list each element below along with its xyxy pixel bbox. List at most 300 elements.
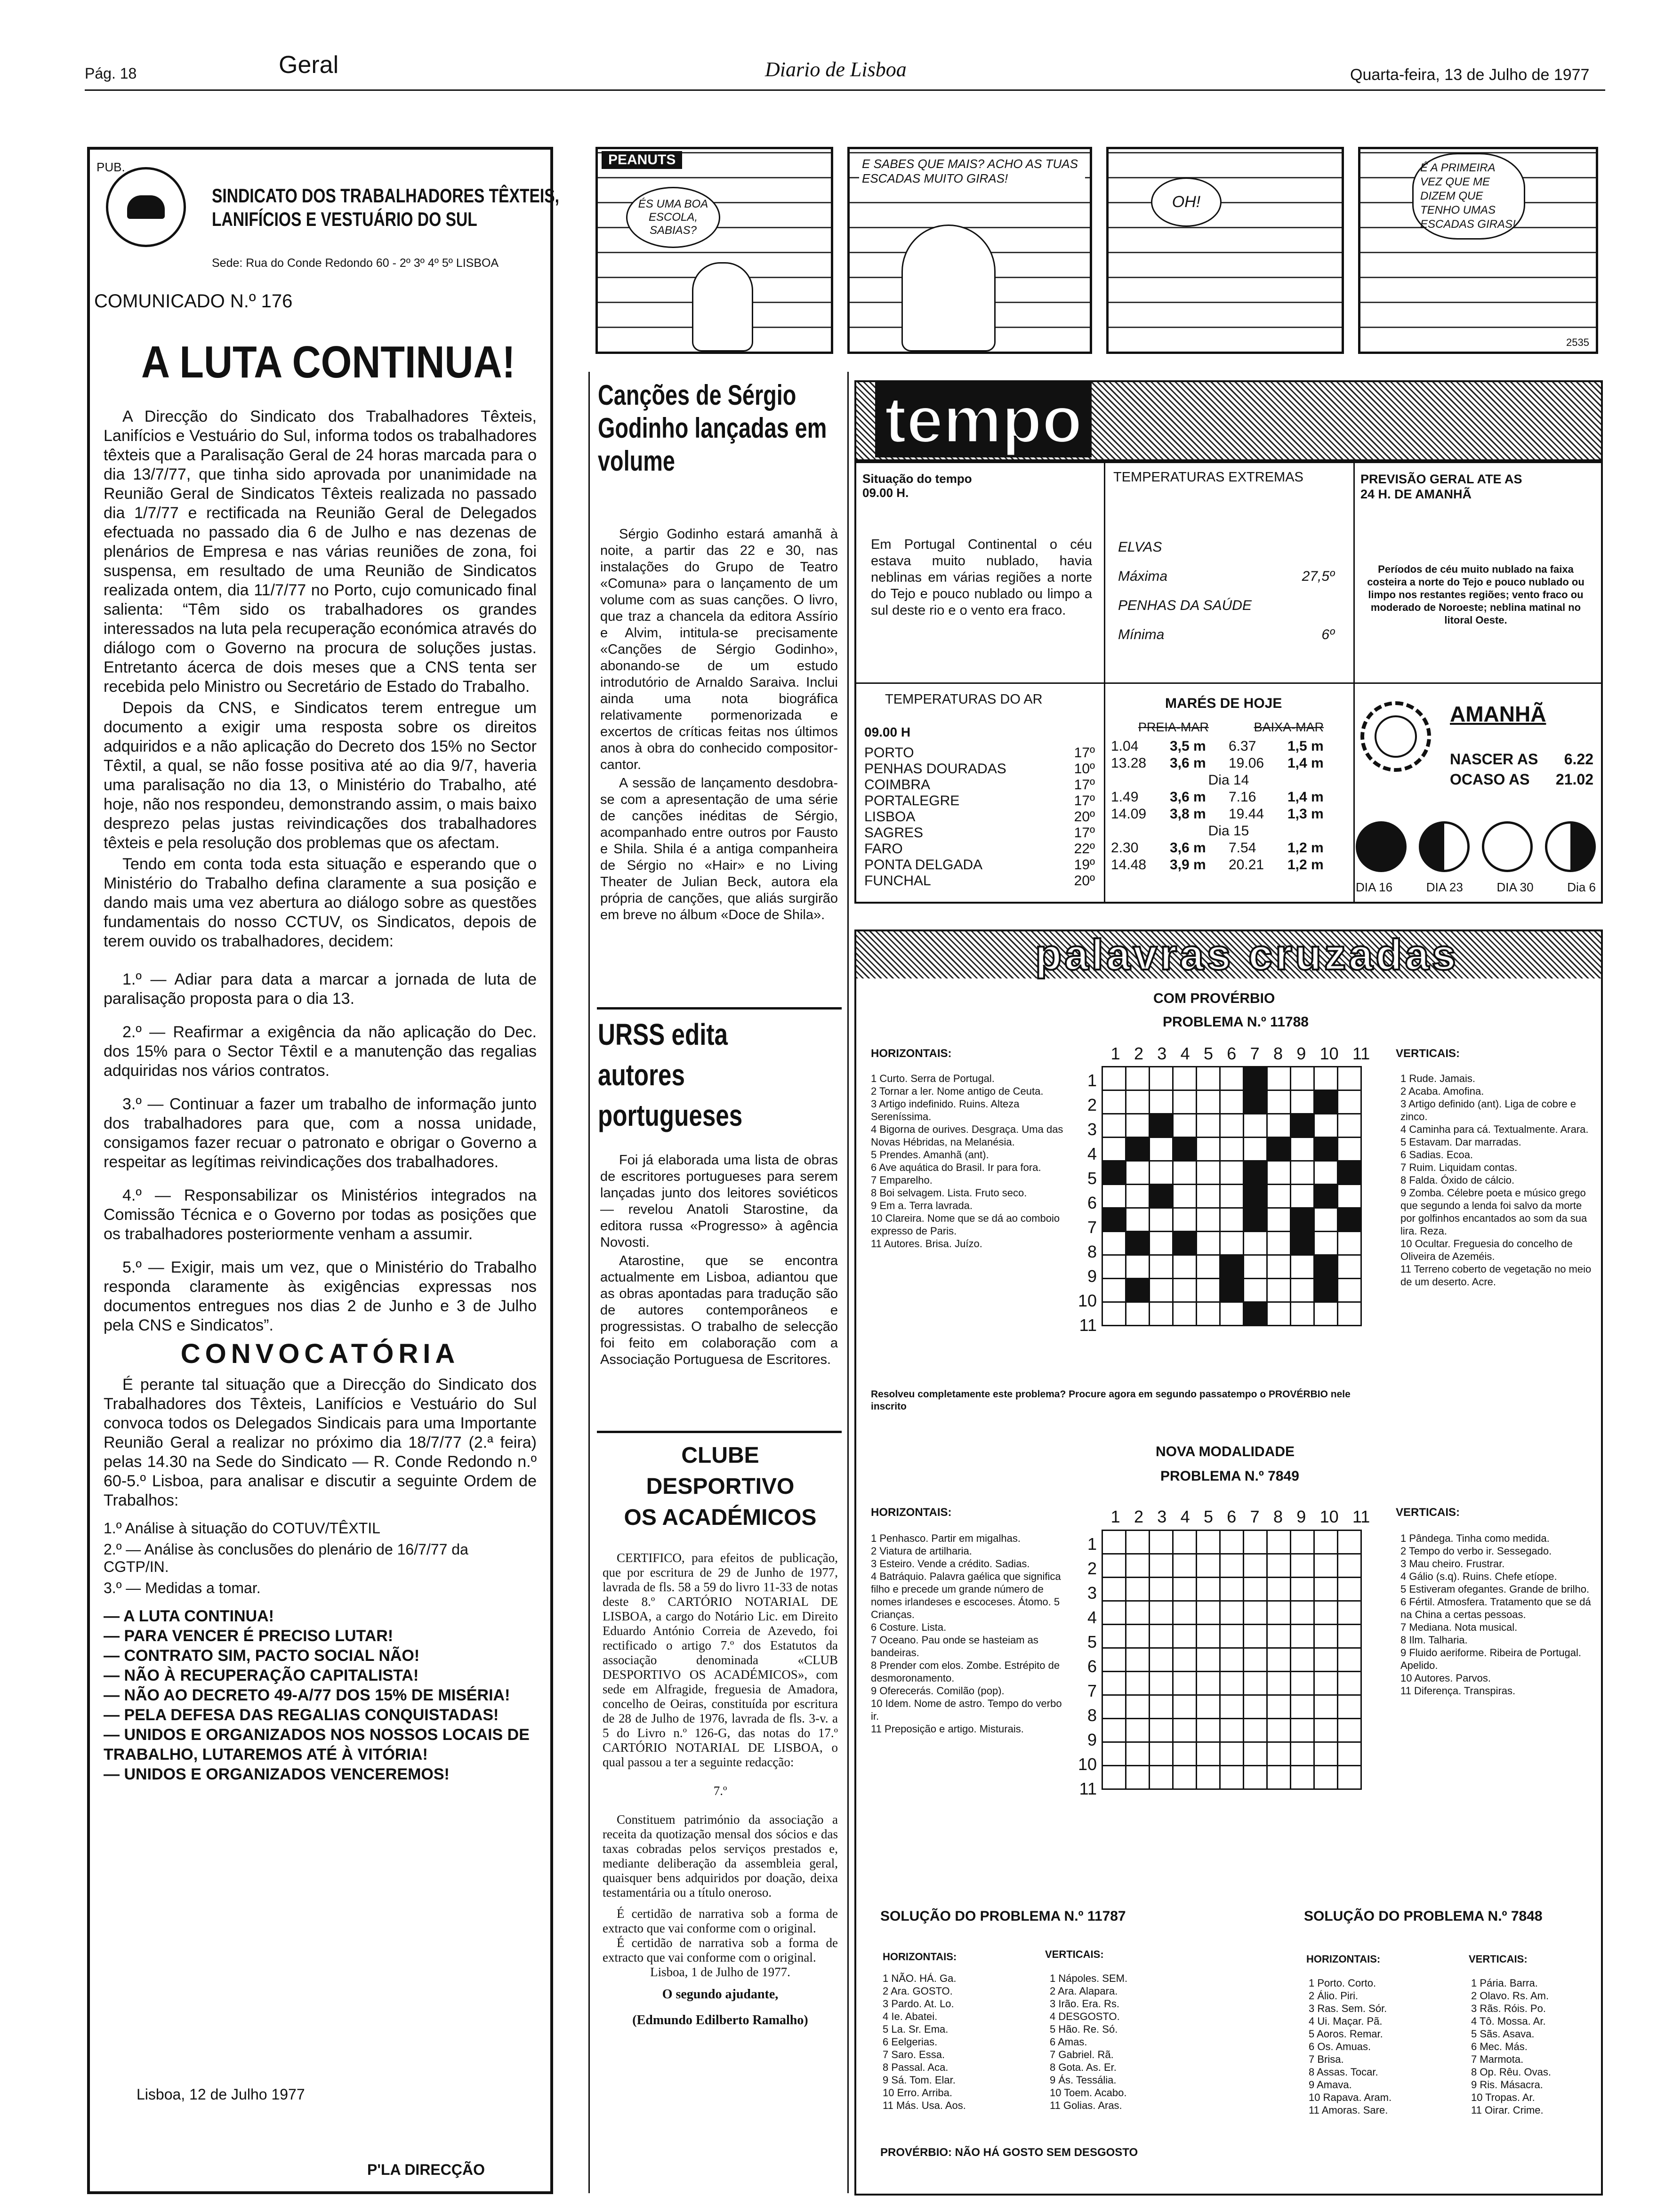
crossword-cell[interactable] [1338, 1554, 1361, 1578]
crossword-cell[interactable] [1126, 1067, 1150, 1090]
crossword-cell[interactable] [1267, 1601, 1291, 1625]
crossword-cell[interactable] [1197, 1578, 1220, 1601]
crossword-cell[interactable] [1173, 1067, 1197, 1090]
crossword-cell[interactable] [1220, 1161, 1244, 1185]
crossword-cell[interactable] [1173, 1138, 1197, 1161]
crossword-cell[interactable] [1314, 1531, 1338, 1554]
solution-entry: 4 Tô. Mossa. Ar. [1471, 2015, 1546, 2027]
crossword-cell[interactable] [1267, 1625, 1291, 1648]
crossword-cell[interactable] [1220, 1719, 1244, 1742]
crossword-cell[interactable] [1150, 1067, 1173, 1090]
clube-sign-1: O segundo ajudante, [662, 1987, 779, 2002]
crossword-cell[interactable] [1150, 1185, 1173, 1208]
crossword-cell[interactable] [1338, 1255, 1361, 1279]
clue: 3 Esteiro. Vende a crédito. Sadias. [871, 1558, 1030, 1570]
crossword-cell[interactable] [1244, 1742, 1267, 1766]
crossword-cell[interactable] [1244, 1279, 1267, 1302]
crossword-cell[interactable] [1102, 1302, 1126, 1326]
crossword-cell[interactable] [1244, 1255, 1267, 1279]
extremes-heading: TEMPERATURAS EXTREMAS [1113, 470, 1303, 485]
crossword-cell[interactable] [1291, 1742, 1314, 1766]
crossword1-down [1400, 1072, 1593, 1288]
crossword-cell[interactable] [1126, 1578, 1150, 1601]
crossword-cell[interactable] [1291, 1090, 1314, 1114]
tide-time: 6.37 [1229, 738, 1256, 754]
crossword-cell[interactable] [1267, 1719, 1291, 1742]
crossword-cell[interactable] [1291, 1161, 1314, 1185]
clube-p4: É certidão de narrativa sob a forma de extracto que vai conforme com o original. [603, 1936, 838, 1964]
article-rule [597, 1007, 842, 1010]
crossword-cell[interactable] [1267, 1161, 1291, 1185]
crossword-cell[interactable] [1244, 1719, 1267, 1742]
crossword-cell[interactable] [1197, 1531, 1220, 1554]
crossword-cell[interactable] [1291, 1766, 1314, 1789]
crossword-cell[interactable] [1220, 1067, 1244, 1090]
crossword-cell[interactable] [1314, 1742, 1338, 1766]
solution-entry: 10 Toem. Acabo. [1050, 2087, 1127, 2099]
crossword-cell[interactable] [1150, 1161, 1173, 1185]
crossword-cell[interactable] [1150, 1232, 1173, 1255]
crossword-cell[interactable] [1244, 1138, 1267, 1161]
crossword-cell[interactable] [1102, 1719, 1126, 1742]
crossword-cell[interactable] [1220, 1255, 1244, 1279]
crossword-cell[interactable] [1244, 1208, 1267, 1232]
crossword-cell[interactable] [1291, 1255, 1314, 1279]
crossword-cell[interactable] [1197, 1601, 1220, 1625]
crossword-cell[interactable] [1197, 1255, 1220, 1279]
crossword-cell[interactable] [1102, 1601, 1126, 1625]
crossword-cell[interactable] [1102, 1742, 1126, 1766]
crossword-cell[interactable] [1291, 1279, 1314, 1302]
city-row [864, 809, 1095, 825]
crossword-cell[interactable] [1220, 1279, 1244, 1302]
col-number: 9 [1296, 1044, 1306, 1063]
crossword-cell[interactable] [1197, 1161, 1220, 1185]
crossword-cell[interactable] [1173, 1208, 1197, 1232]
crossword-cell[interactable] [1173, 1232, 1197, 1255]
crossword-cell[interactable] [1244, 1531, 1267, 1554]
crossword-cell[interactable] [1102, 1695, 1126, 1719]
sun-icon [1360, 701, 1431, 772]
crossword-cell[interactable] [1102, 1232, 1126, 1255]
crossword-cell[interactable] [1314, 1695, 1338, 1719]
crossword-cell[interactable] [1338, 1302, 1361, 1326]
crossword-cell[interactable] [1197, 1742, 1220, 1766]
crossword-cell[interactable] [1244, 1067, 1267, 1090]
crossword-cell[interactable] [1267, 1766, 1291, 1789]
crossword-cell[interactable] [1267, 1138, 1291, 1161]
crossword-cell[interactable] [1314, 1255, 1338, 1279]
crossword-cell[interactable] [1314, 1625, 1338, 1648]
crossword-cell[interactable] [1197, 1554, 1220, 1578]
crossword-cell[interactable] [1150, 1695, 1173, 1719]
crossword-cell[interactable] [1150, 1578, 1173, 1601]
crossword-cell[interactable] [1173, 1625, 1197, 1648]
crossword-cell[interactable] [1244, 1766, 1267, 1789]
crossword-cell[interactable] [1197, 1090, 1220, 1114]
crossword-cell[interactable] [1150, 1255, 1173, 1279]
crossword-cell[interactable] [1102, 1185, 1126, 1208]
crossword-cell[interactable] [1338, 1232, 1361, 1255]
crossword-cell[interactable] [1267, 1185, 1291, 1208]
crossword-cell[interactable] [1150, 1648, 1173, 1672]
crossword-cell[interactable] [1197, 1114, 1220, 1138]
crossword-cell[interactable] [1173, 1114, 1197, 1138]
crossword-cell[interactable] [1338, 1766, 1361, 1789]
crossword-cell[interactable] [1244, 1114, 1267, 1138]
sol1-down [1050, 1972, 1200, 2112]
crossword-cell[interactable] [1126, 1302, 1150, 1326]
row-number: 6 [1087, 1657, 1097, 1676]
crossword-cell[interactable] [1220, 1114, 1244, 1138]
crossword-cell[interactable] [1291, 1185, 1314, 1208]
crossword-cell[interactable] [1267, 1279, 1291, 1302]
clue: 10 Clareira. Nome que se dá ao comboio expresso de Paris. [871, 1212, 1060, 1237]
crossword-cell[interactable] [1197, 1672, 1220, 1695]
crossword-cell[interactable] [1220, 1695, 1244, 1719]
crossword-cell[interactable] [1338, 1531, 1361, 1554]
solution2-title: SOLUÇÃO DO PROBLEMA N.º 7848 [1304, 1908, 1543, 1924]
crossword-cell[interactable] [1102, 1138, 1126, 1161]
solution-entry: 9 Amava. [1309, 2079, 1352, 2091]
crossword-cell[interactable] [1291, 1531, 1314, 1554]
crossword-cell[interactable] [1150, 1719, 1173, 1742]
crossword-cell[interactable] [1244, 1601, 1267, 1625]
crossword-cell[interactable] [1102, 1766, 1126, 1789]
crossword-cell[interactable] [1126, 1090, 1150, 1114]
crossword-cell[interactable] [1267, 1531, 1291, 1554]
crossword-cell[interactable] [1173, 1578, 1197, 1601]
crossword-cell[interactable] [1338, 1067, 1361, 1090]
crossword-cell[interactable] [1244, 1232, 1267, 1255]
crossword-cell[interactable] [1314, 1601, 1338, 1625]
clue: 7 Ruim. Liquidam contas. [1400, 1162, 1518, 1173]
crossword-cell[interactable] [1291, 1672, 1314, 1695]
crossword-cell[interactable] [1267, 1090, 1291, 1114]
crossword-cell[interactable] [1338, 1695, 1361, 1719]
crossword-cell[interactable] [1126, 1601, 1150, 1625]
crossword2-across [871, 1532, 1069, 1735]
crossword-cell[interactable] [1314, 1578, 1338, 1601]
moon-dates [1356, 880, 1596, 895]
crossword-cell[interactable] [1126, 1114, 1150, 1138]
solution-entry: 4 Ui. Maçar. Pã. [1309, 2015, 1383, 2027]
crossword-cell[interactable] [1338, 1601, 1361, 1625]
crossword-cell[interactable] [1126, 1742, 1150, 1766]
crossword-cell[interactable] [1102, 1208, 1126, 1232]
crossword2-across-heading: HORIZONTAIS: [871, 1506, 952, 1519]
crossword-cell[interactable] [1314, 1114, 1338, 1138]
max-row [1118, 562, 1335, 591]
crossword-cell[interactable] [1126, 1719, 1150, 1742]
crossword-cell[interactable] [1150, 1554, 1173, 1578]
crossword-cell[interactable] [1102, 1554, 1126, 1578]
crossword-cell[interactable] [1150, 1114, 1173, 1138]
crossword-cell[interactable] [1173, 1766, 1197, 1789]
crossword-cell[interactable] [1126, 1648, 1150, 1672]
crossword-cell[interactable] [1338, 1114, 1361, 1138]
crossword-cell[interactable] [1267, 1742, 1291, 1766]
crossword-cell[interactable] [1150, 1766, 1173, 1789]
crossword-cell[interactable] [1173, 1279, 1197, 1302]
city-row [864, 761, 1095, 777]
crossword-cell[interactable] [1244, 1090, 1267, 1114]
crossword-cell[interactable] [1173, 1531, 1197, 1554]
crossword-cell[interactable] [1173, 1090, 1197, 1114]
crossword-cell[interactable] [1173, 1601, 1197, 1625]
crossword-cell[interactable] [1126, 1161, 1150, 1185]
crossword-cell[interactable] [1244, 1648, 1267, 1672]
crossword-cell[interactable] [1126, 1232, 1150, 1255]
crossword-title: palavras cruzadas [1035, 931, 1459, 979]
crossword-cell[interactable] [1291, 1232, 1314, 1255]
solution-entry: 10 Erro. Arriba. [883, 2087, 952, 2099]
speech-bubble: É A PRIMEIRA VEZ QUE ME DIZEM QUE TENHO UMAS ESCADAS GIRAS! [1412, 153, 1525, 240]
crossword-cell[interactable] [1126, 1185, 1150, 1208]
moon-date: DIA 30 [1496, 880, 1534, 894]
crossword-cell[interactable] [1173, 1302, 1197, 1326]
spool-icon [127, 195, 165, 219]
crossword-cell[interactable] [1314, 1185, 1338, 1208]
slogan: — CONTRATO SIM, PACTO SOCIAL NÃO! [104, 1647, 420, 1665]
crossword-cell[interactable] [1126, 1625, 1150, 1648]
crossword-cell[interactable] [1150, 1625, 1173, 1648]
crossword-cell[interactable] [1197, 1302, 1220, 1326]
crossword-cell[interactable] [1197, 1719, 1220, 1742]
crossword-cell[interactable] [1220, 1138, 1244, 1161]
crossword-cell[interactable] [1291, 1208, 1314, 1232]
crossword-cell[interactable] [1267, 1255, 1291, 1279]
crossword-cell[interactable] [1220, 1531, 1244, 1554]
crossword-cell[interactable] [1102, 1648, 1126, 1672]
crossword-cell[interactable] [1267, 1067, 1291, 1090]
crossword-cell[interactable] [1244, 1554, 1267, 1578]
crossword-cell[interactable] [1338, 1578, 1361, 1601]
crossword-cell[interactable] [1338, 1648, 1361, 1672]
crossword-cell[interactable] [1314, 1554, 1338, 1578]
crossword-cell[interactable] [1220, 1090, 1244, 1114]
crossword-cell[interactable] [1220, 1672, 1244, 1695]
crossword-cell[interactable] [1244, 1578, 1267, 1601]
crossword-cell[interactable] [1102, 1578, 1126, 1601]
crossword-cell[interactable] [1102, 1255, 1126, 1279]
crossword-cell[interactable] [1338, 1208, 1361, 1232]
crossword-cell[interactable] [1338, 1742, 1361, 1766]
crossword-cell[interactable] [1102, 1090, 1126, 1114]
crossword-cell[interactable] [1267, 1114, 1291, 1138]
union-signature: P'LA DIRECÇÃO [367, 2161, 485, 2178]
crossword-cell[interactable] [1126, 1554, 1150, 1578]
crossword-cell[interactable] [1338, 1625, 1361, 1648]
crossword1-grid[interactable] [1102, 1066, 1362, 1326]
crossword-cell[interactable] [1291, 1138, 1314, 1161]
crossword-cell[interactable] [1338, 1138, 1361, 1161]
crossword-cell[interactable] [1102, 1279, 1126, 1302]
crossword-cell[interactable] [1220, 1232, 1244, 1255]
crossword-cell[interactable] [1267, 1232, 1291, 1255]
clue: 7 Mediana. Nota musical. [1400, 1621, 1518, 1633]
crossword-cell[interactable] [1197, 1232, 1220, 1255]
slogan: — UNIDOS E ORGANIZADOS NOS NOSSOS LOCAIS DE TRABALHO, LUTAREMOS ATÉ À VITÓRIA! [104, 1726, 530, 1763]
crossword-cell[interactable] [1197, 1138, 1220, 1161]
crossword-cell[interactable] [1267, 1208, 1291, 1232]
sunset-value: 21.02 [1555, 771, 1593, 788]
crossword-cell[interactable] [1126, 1672, 1150, 1695]
crossword-cell[interactable] [1314, 1719, 1338, 1742]
crossword-cell[interactable] [1173, 1719, 1197, 1742]
col-number: 7 [1250, 1507, 1260, 1526]
crossword-cell[interactable] [1291, 1114, 1314, 1138]
clue: 3 Artigo definido (ant). Liga de cobre e zinco. [1400, 1098, 1577, 1122]
crossword-cell[interactable] [1244, 1672, 1267, 1695]
crossword-cell[interactable] [1291, 1067, 1314, 1090]
crossword-cell[interactable] [1291, 1719, 1314, 1742]
crossword-cell[interactable] [1244, 1302, 1267, 1326]
crossword-cell[interactable] [1314, 1672, 1338, 1695]
crossword-cell[interactable] [1314, 1302, 1338, 1326]
crossword-cell[interactable] [1150, 1090, 1173, 1114]
crossword-cell[interactable] [1267, 1578, 1291, 1601]
crossword-cell[interactable] [1102, 1625, 1126, 1648]
crossword-cell[interactable] [1126, 1208, 1150, 1232]
crossword-cell[interactable] [1197, 1766, 1220, 1789]
crossword-cell[interactable] [1173, 1648, 1197, 1672]
crossword-cell[interactable] [1220, 1208, 1244, 1232]
crossword-cell[interactable] [1173, 1742, 1197, 1766]
crossword-cell[interactable] [1338, 1719, 1361, 1742]
crossword-cell[interactable] [1291, 1625, 1314, 1648]
crossword-cell[interactable] [1244, 1185, 1267, 1208]
crossword-cell[interactable] [1150, 1302, 1173, 1326]
crossword-cell[interactable] [1150, 1672, 1173, 1695]
crossword-cell[interactable] [1126, 1531, 1150, 1554]
crossword-cell[interactable] [1220, 1766, 1244, 1789]
crossword-cell[interactable] [1173, 1255, 1197, 1279]
solution-entry: 5 Hão. Re. Só. [1050, 2023, 1118, 2035]
crossword-cell[interactable] [1220, 1742, 1244, 1766]
crossword-cell[interactable] [1126, 1766, 1150, 1789]
crossword-cell[interactable] [1267, 1648, 1291, 1672]
crossword2-grid[interactable] [1102, 1530, 1362, 1790]
crossword-cell[interactable] [1291, 1578, 1314, 1601]
crossword-cell[interactable] [1102, 1161, 1126, 1185]
solution-entry: 8 Assas. Tocar. [1309, 2066, 1378, 2078]
crossword-cell[interactable] [1150, 1138, 1173, 1161]
crossword-cell[interactable] [1220, 1648, 1244, 1672]
crossword-cell[interactable] [1291, 1554, 1314, 1578]
clue: 9 Zomba. Célebre poeta e músico grego que segundo a lenda foi salvo da morte por golfinhos encantados ao som da sua lira. Reza. [1400, 1187, 1587, 1237]
crossword-cell[interactable] [1314, 1648, 1338, 1672]
col-number: 3 [1157, 1044, 1167, 1063]
crossword-cell[interactable] [1197, 1695, 1220, 1719]
crossword-cell[interactable] [1220, 1185, 1244, 1208]
solution1-title: SOLUÇÃO DO PROBLEMA N.º 11787 [880, 1908, 1126, 1924]
crossword-cell[interactable] [1267, 1695, 1291, 1719]
crossword-cell[interactable] [1220, 1601, 1244, 1625]
crossword-cell[interactable] [1314, 1067, 1338, 1090]
crossword-cell[interactable] [1314, 1090, 1338, 1114]
crossword-cell[interactable] [1314, 1161, 1338, 1185]
crossword-cell[interactable] [1173, 1672, 1197, 1695]
crossword-cell[interactable] [1291, 1648, 1314, 1672]
situation-heading: Situação do tempo 09.00 H. [862, 472, 972, 500]
crossword-cell[interactable] [1338, 1672, 1361, 1695]
crossword-cell[interactable] [1150, 1279, 1173, 1302]
crossword-cell[interactable] [1197, 1625, 1220, 1648]
crossword-cell[interactable] [1220, 1554, 1244, 1578]
crossword-cell[interactable] [1267, 1554, 1291, 1578]
crossword-cell[interactable] [1291, 1695, 1314, 1719]
solution-entry: 6 Mec. Más. [1471, 2041, 1528, 2052]
crossword-cell[interactable] [1338, 1090, 1361, 1114]
crossword-cell[interactable] [1197, 1279, 1220, 1302]
crossword-cell[interactable] [1244, 1695, 1267, 1719]
min-row [1118, 620, 1335, 649]
crossword-cell[interactable] [1102, 1531, 1126, 1554]
crossword-cell[interactable] [1220, 1302, 1244, 1326]
crossword-cell[interactable] [1150, 1531, 1173, 1554]
urss-article [600, 1152, 838, 1370]
crossword-cell[interactable] [1267, 1302, 1291, 1326]
crossword-cell[interactable] [1126, 1255, 1150, 1279]
section-title: Geral [279, 51, 339, 79]
solution-entry: 3 Ras. Sem. Sór. [1309, 2003, 1387, 2014]
high-tide-label: PREIA-MAR [1138, 720, 1209, 734]
crossword-cell[interactable] [1244, 1625, 1267, 1648]
crossword-cell[interactable] [1314, 1232, 1338, 1255]
crossword-cell[interactable] [1150, 1208, 1173, 1232]
tide-height: 1,2 m [1287, 857, 1324, 873]
crossword-cell[interactable] [1102, 1067, 1126, 1090]
comic-panel-3 [1106, 147, 1344, 354]
tide-row [1111, 857, 1346, 874]
crossword-cell[interactable] [1126, 1279, 1150, 1302]
crossword-cell[interactable] [1267, 1672, 1291, 1695]
crossword-cell[interactable] [1126, 1138, 1150, 1161]
crossword-cell[interactable] [1220, 1625, 1244, 1648]
crossword-cell[interactable] [1197, 1067, 1220, 1090]
crossword-cell[interactable] [1314, 1766, 1338, 1789]
proverb: PROVÉRBIO: NÃO HÁ GOSTO SEM DESGOSTO [880, 2146, 1138, 2159]
crossword-cell[interactable] [1150, 1601, 1173, 1625]
crossword-cell[interactable] [1314, 1208, 1338, 1232]
crossword-cell[interactable] [1338, 1185, 1361, 1208]
crossword-cell[interactable] [1173, 1554, 1197, 1578]
crossword-cell[interactable] [1197, 1208, 1220, 1232]
crossword-cell[interactable] [1220, 1578, 1244, 1601]
crossword-cell[interactable] [1197, 1185, 1220, 1208]
solution-entry: 3 Rãs. Róis. Po. [1471, 2003, 1546, 2014]
sol2-across [1309, 1977, 1459, 2116]
crossword-cell[interactable] [1102, 1672, 1126, 1695]
crossword-cell[interactable] [1150, 1742, 1173, 1766]
crossword-cell[interactable] [1126, 1695, 1150, 1719]
crossword-cell[interactable] [1102, 1114, 1126, 1138]
crossword-cell[interactable] [1173, 1185, 1197, 1208]
crossword-cell[interactable] [1314, 1279, 1338, 1302]
crossword-cell[interactable] [1338, 1279, 1361, 1302]
solution-entry: 4 DESGOSTO. [1050, 2011, 1120, 2022]
crossword-cell[interactable] [1173, 1695, 1197, 1719]
crossword-cell[interactable] [1338, 1161, 1361, 1185]
crossword-cell[interactable] [1197, 1648, 1220, 1672]
crossword-cell[interactable] [1173, 1161, 1197, 1185]
crossword-cell[interactable] [1244, 1161, 1267, 1185]
crossword-cell[interactable] [1291, 1302, 1314, 1326]
crossword-cell[interactable] [1314, 1138, 1338, 1161]
crossword-cell[interactable] [1291, 1601, 1314, 1625]
crossword1-across [871, 1072, 1069, 1250]
